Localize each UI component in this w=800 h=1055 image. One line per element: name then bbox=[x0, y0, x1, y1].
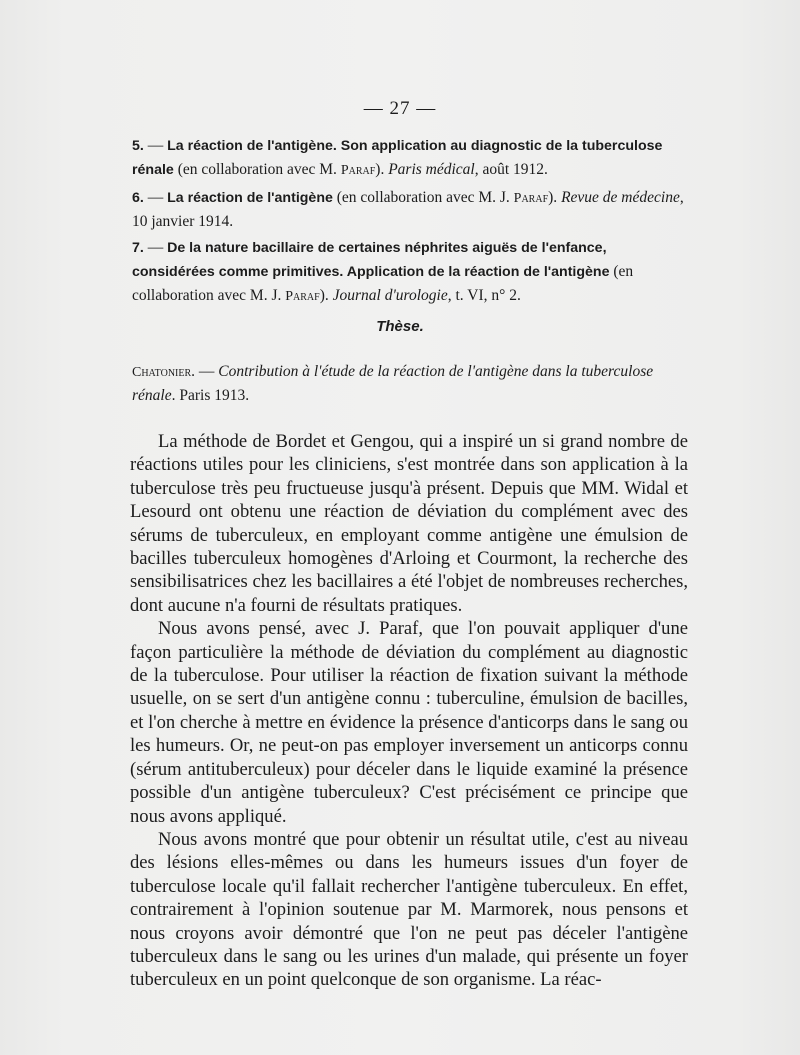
reference-collaborator: Paraf bbox=[513, 191, 549, 206]
body-paragraph: Nous avons montré que pour obtenir un résultat utile, c'est au niveau des lésions elles-mêmes ou dans les humeurs issues d'un foyer de tuberculose locale qu'il fallait rechercher l'antigène tuberculeux. En effet, contrairement à l'opinion soutenue par M. Marmorek, nous pensons et nous croyons avoir démontré que l'on ne peut pas déceler l'antigène tuberculeux dans le sang ou les urines d'un malade, qui présente un foyer tuberculeux en un point quelconque de son organisme. La réac- bbox=[130, 828, 688, 991]
reference-journal: Paris médical bbox=[388, 161, 475, 178]
body-paragraph: La méthode de Bordet et Gengou, qui a inspiré un si grand nombre de réactions utiles pour les cliniciens, s'est montrée dans son application à la tuberculose très peu fructueuse jusqu'à présent. Depuis que MM. Widal et Lesourd ont obtenu une réaction de déviation du complément avec des sérums de tuberculeux, en employant comme antigène une émulsion de bacilles tuberculeux homogènes d'Arloing et Courmont, la recherche des sensibilisatrices chez les bacillaires a été l'objet de nombreuses recherches, dont aucune n'a fourni de résultats pratiques. bbox=[130, 431, 688, 616]
reference-item-7 bbox=[132, 236, 688, 308]
reference-journal: Journal d'urologie bbox=[332, 287, 448, 304]
reference-details: , 10 janvier 1914. bbox=[132, 189, 684, 230]
reference-title: De la nature bacillaire de certaines néphrites aiguës de l'enfance, considérées comme primitives. Application de la réaction de l'antigène bbox=[132, 240, 610, 280]
reference-title: La réaction de l'antigène bbox=[167, 190, 333, 206]
reference-collab-prefix: (en collaboration avec M. J. bbox=[132, 263, 634, 304]
reference-details: , août 1912. bbox=[474, 161, 548, 178]
reference-dash: — bbox=[143, 239, 168, 256]
reference-number: 7. bbox=[132, 240, 144, 256]
body-text bbox=[130, 430, 688, 992]
reference-number: 6. bbox=[132, 190, 144, 206]
body-paragraph: Nous avons pensé, avec J. Paraf, que l'on pouvait appliquer d'une façon particulière la méthode de déviation du complément au diagnostic de la tuberculose. Pour utiliser la réaction de fixation suivant la méthode usuelle, on se sert d'un antigène connu : tuberculine, émulsion de bacilles, et l'on cherche à mettre en évidence la présence d'anticorps dans le sang ou les humeurs. Or, ne peut-on pas employer inversement un anticorps connu (sérum antituberculeux) pour déceler dans le liquide examiné la présence possible d'un antigène tuberculeux? C'est précisément ce principe que nous avons appliqué. bbox=[130, 618, 688, 827]
reference-collaborator: Paraf bbox=[285, 289, 320, 304]
thesis-details: . Paris 1913. bbox=[171, 387, 250, 404]
reference-details: , t. VI, n° 2. bbox=[447, 287, 521, 304]
reference-collab-prefix: (en collaboration avec M. J. bbox=[332, 189, 514, 206]
reference-collab-prefix: (en collaboration avec M. bbox=[173, 161, 341, 178]
reference-collab-suffix: ). bbox=[375, 161, 389, 178]
thesis-reference bbox=[132, 360, 688, 407]
reference-collab-suffix: ). bbox=[319, 287, 333, 304]
reference-dash: — bbox=[143, 137, 168, 154]
thesis-dash: . — bbox=[191, 363, 219, 380]
reference-journal: Revue de médecine bbox=[561, 189, 680, 206]
reference-number: 5. bbox=[132, 138, 144, 154]
reference-collab-suffix: ). bbox=[548, 189, 562, 206]
reference-title: La réaction de l'antigène. Son application au diagnostic de la tuberculose rénale bbox=[132, 138, 663, 178]
section-heading-these: Thèse. bbox=[376, 318, 424, 335]
page-number: — 27 — bbox=[363, 98, 437, 119]
thesis-author: Chatonier bbox=[132, 365, 192, 380]
reference-item-6 bbox=[132, 186, 688, 233]
reference-dash: — bbox=[143, 189, 168, 206]
reference-item-5 bbox=[132, 134, 688, 182]
reference-collaborator: Paraf bbox=[340, 163, 376, 178]
thesis-title: Contribution à l'étude de la réaction de l'antigène dans la tuberculose rénale bbox=[132, 363, 654, 404]
